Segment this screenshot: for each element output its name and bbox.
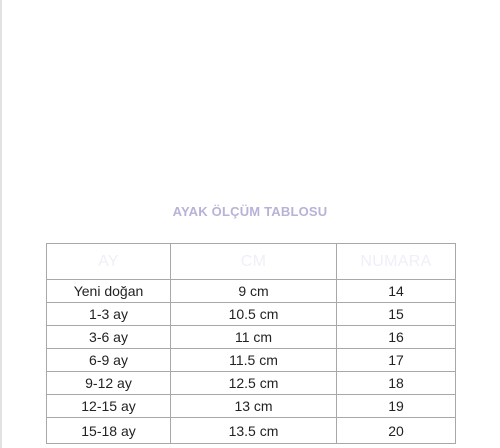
page-edge-divider: [0, 0, 2, 448]
cell-cm: 11 cm: [171, 326, 337, 349]
table-row: [47, 349, 456, 372]
cell-age: 6-9 ay: [47, 349, 171, 372]
table-row: [47, 372, 456, 395]
cell-size-number: 18: [337, 372, 456, 395]
cell-age: Yeni doğan: [47, 280, 171, 303]
table-row: [47, 418, 456, 444]
header-age: AY: [47, 244, 171, 280]
cell-cm: 13 cm: [171, 395, 337, 418]
page-title: AYAK ÖLÇÜM TABLOSU: [172, 204, 328, 219]
cell-size-number: 15: [337, 303, 456, 326]
foot-size-table: [46, 243, 456, 444]
table-row: [47, 326, 456, 349]
cell-cm: 9 cm: [171, 280, 337, 303]
cell-age: 12-15 ay: [47, 395, 171, 418]
cell-age: 15-18 ay: [47, 418, 171, 444]
table-row: [47, 395, 456, 418]
cell-size-number: 19: [337, 395, 456, 418]
cell-cm: 11.5 cm: [171, 349, 337, 372]
cell-size-number: 20: [337, 418, 456, 444]
table-row: [47, 303, 456, 326]
cell-age: 1-3 ay: [47, 303, 171, 326]
cell-size-number: 16: [337, 326, 456, 349]
table-header-row: [47, 244, 456, 280]
cell-size-number: 17: [337, 349, 456, 372]
cell-age: 3-6 ay: [47, 326, 171, 349]
cell-age: 9-12 ay: [47, 372, 171, 395]
header-cm: CM: [171, 244, 337, 280]
cell-size-number: 14: [337, 280, 456, 303]
cell-cm: 12.5 cm: [171, 372, 337, 395]
cell-cm: 10.5 cm: [171, 303, 337, 326]
cell-cm: 13.5 cm: [171, 418, 337, 444]
header-size-number: NUMARA: [337, 244, 456, 280]
table-row: [47, 280, 456, 303]
